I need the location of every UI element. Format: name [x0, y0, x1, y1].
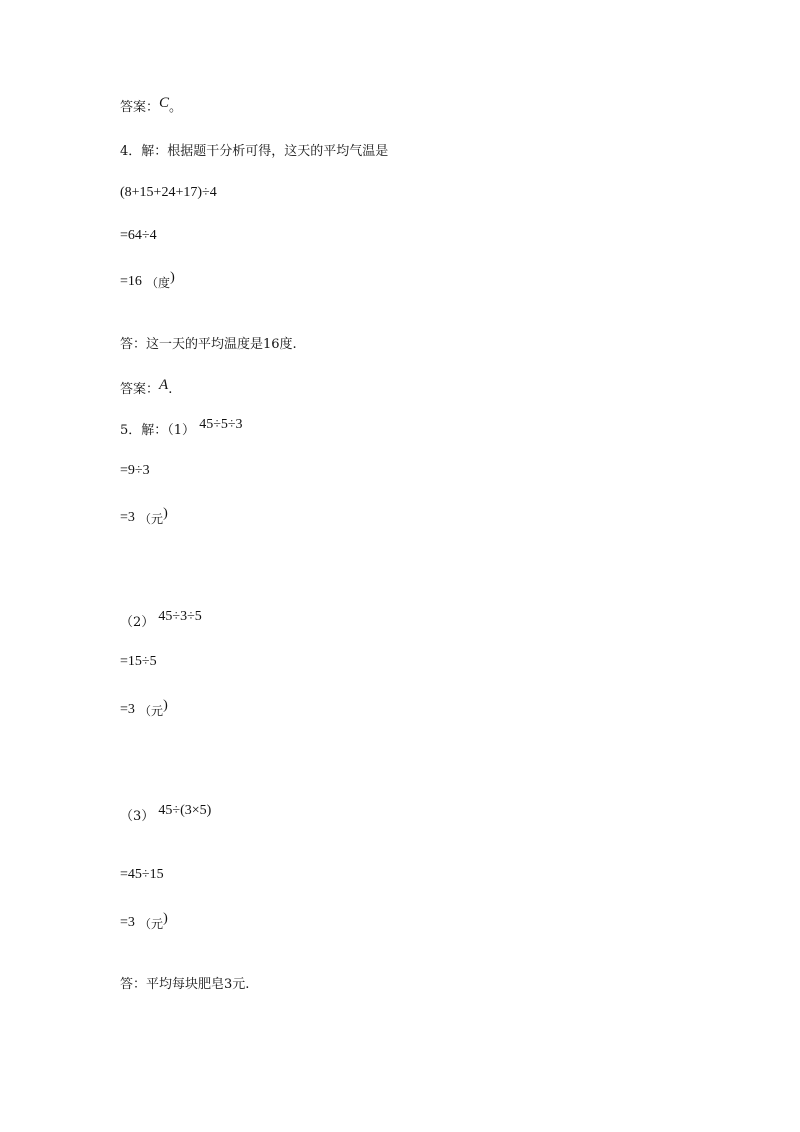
answer-tail: .	[168, 382, 173, 397]
equation-result-line	[120, 272, 175, 291]
answer-label: 答案：	[120, 100, 160, 115]
equation-expr: =3	[120, 915, 135, 930]
unit-close: )	[170, 270, 175, 285]
equation-expr: 45÷3÷5	[158, 609, 202, 624]
answer-label: 答案：	[120, 382, 160, 397]
problem-5-heading	[120, 417, 243, 440]
unit-label: （元	[139, 512, 164, 526]
equation-expr: 45÷5÷3	[199, 417, 243, 432]
equation-line: =9÷3	[120, 463, 150, 478]
unit-close: )	[163, 698, 168, 713]
answer-line-c	[120, 95, 183, 117]
equation-line: =45÷15	[120, 867, 164, 882]
answer-value: A	[159, 377, 169, 393]
answer-sentence: 答：平均每块肥皂3元.	[120, 977, 250, 992]
equation-expr: =3	[120, 510, 135, 525]
problem-4-heading: 4．解：根据题干分析可得，这天的平均气温是	[120, 144, 389, 159]
answer-sentence: 答：这一天的平均温度是16度.	[120, 337, 297, 352]
unit-label: （度	[146, 276, 171, 290]
equation-line: (8+15+24+17)÷4	[120, 185, 217, 200]
equation-expr: =3	[120, 702, 135, 717]
answer-tail: 。	[169, 100, 183, 115]
equation-line: =64÷4	[120, 228, 157, 243]
equation-result-line	[120, 508, 168, 527]
problem-label: （2）	[120, 615, 155, 630]
answer-line-a	[120, 377, 173, 399]
equation-expr: =16	[120, 274, 142, 289]
subproblem-3-heading	[120, 803, 212, 826]
equation-expr: 45÷(3×5)	[158, 803, 212, 818]
unit-label: （元	[139, 917, 164, 931]
equation-line: =15÷5	[120, 654, 157, 669]
unit-close: )	[163, 911, 168, 926]
equation-result-line	[120, 700, 168, 719]
problem-label: 5．解：（1）	[120, 423, 196, 438]
answer-value: C	[159, 95, 170, 111]
problem-label: （3）	[120, 809, 155, 824]
equation-result-line	[120, 913, 168, 932]
subproblem-2-heading	[120, 609, 202, 632]
unit-close: )	[163, 506, 168, 521]
unit-label: （元	[139, 704, 164, 718]
